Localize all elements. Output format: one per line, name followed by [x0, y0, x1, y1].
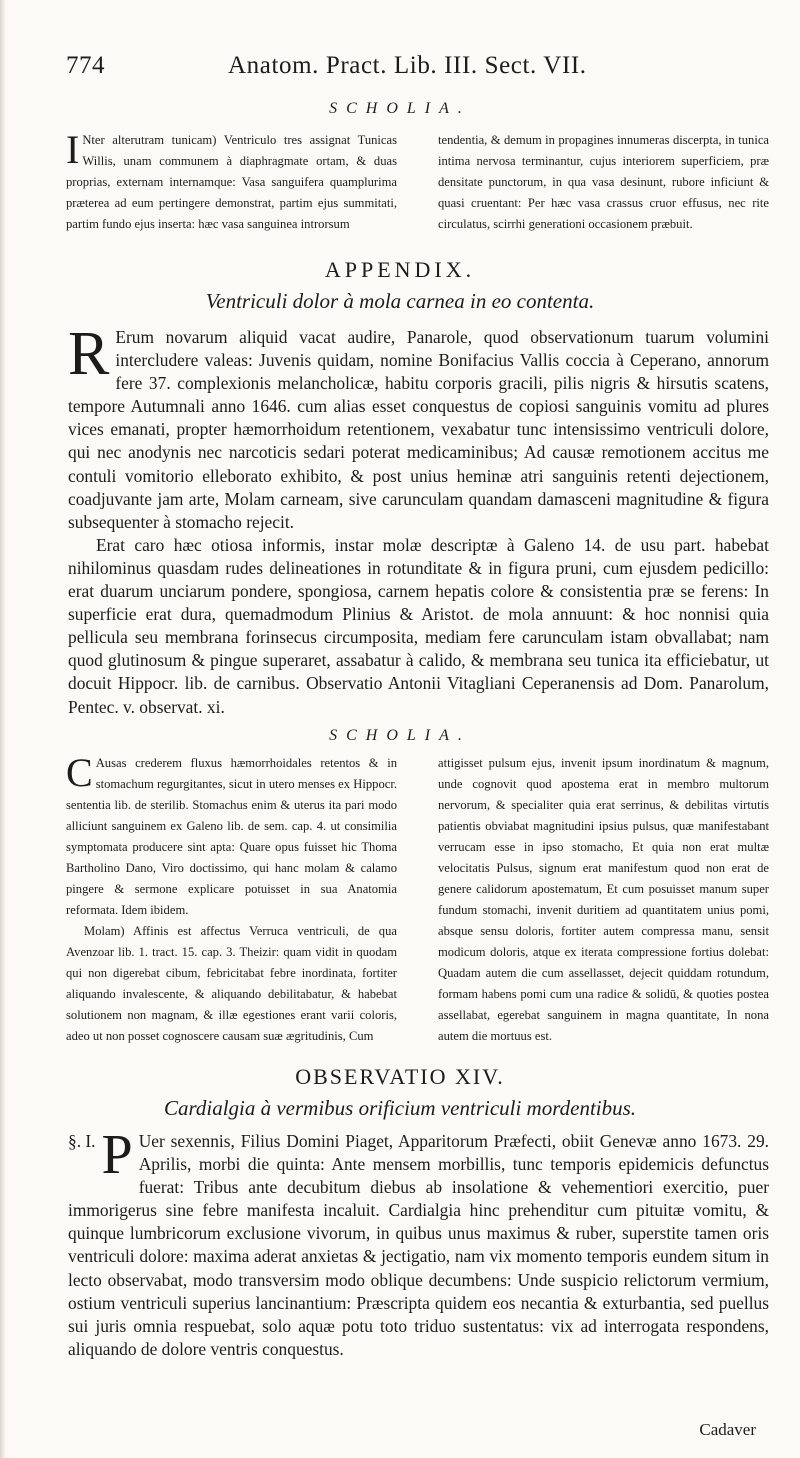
- running-head: Anatom. Pract. Lib. III. Sect. VII.: [228, 52, 587, 79]
- scholia-2-left-column: [66, 750, 397, 1047]
- scholia-heading-1: SCHOLIA.: [329, 100, 471, 117]
- catchword: Cadaver: [699, 1420, 756, 1439]
- observatio-paragraph: Uer sexennis, Filius Domini Piaget, Apparitorum Præfecti, obiit Genevæ anno 1673. 29. Aprilis, morbi die quinta: Ante mensem morbillis, tunc temporis epidemicis defunctus fuerat: Tribus ante decubitum diebus ab insolatione & vehementiori exercitio, puer immorigerus sine febre manifesta incaluit. Cardialgia hinc prehenditur cum pituitæ vomitu, & quinque lumbricorum exclusione vivorum, in quibus unus maximus & ruber, superstite tamen oris ventriculi dolore: maxima aderat anxietas & jectigatio, nam vix momento temporis eundem situm in lecto observabat, modo transversim modo oblique decumbens: Unde suspicio relictorum vermium, ostium ventriculi superius lancinantium: Præscripta quidem eos necantia & exturbantia, sed puellus sui juris omnia respuebat, solo aquæ potu toto triduo sustentatus: vix ad interrogata respondens, aliquando de dolore ventris conquestus.: [68, 1131, 769, 1359]
- drop-initial: P: [101, 1124, 133, 1186]
- drop-initial: I: [66, 127, 80, 172]
- section-mark: §. I.: [68, 1131, 96, 1151]
- appendix-subtitle: Ventriculi dolor à mola carnea in eo contenta.: [205, 289, 595, 313]
- appendix-body: [68, 320, 769, 719]
- appendix-paragraph-2: Erat caro hæc otiosa informis, instar molæ descriptæ à Galeno 14. de usu part. habebat nihilominus quasdam rudes delineationes in rotunditate & in figura pruni, cum ejusdem pedicillo: erat duarum unciarum pondere, spongiosa, carnem hepatis colore & consistentia præ se ferens: In superficie erat dura, quemadmodum Plinius & Aristot. de mola annuunt: & hoc nonnisi quia pellicula seu membrana forinsecus circumposita, mediam fere carunculam istam obvallabat; nam quod glutinosum & pingue superaret, assabatur à calido, & membrana seu tunica ita efficiebatur, ut docuit Hippocr. lib. de carnibus. Observatio Antonii Vitagliani Ceperanensis ad Dom. Panarolum, Pentec. v. observat. xi.: [68, 534, 769, 717]
- scholia-2-right-text: attigisset pulsum ejus, invenit ipsum inordinatum & magnum, unde cognovit quod apostema erat in membro multorum nervorum, & specialiter quia erat serrinus, & debilitas virtutis patientis obviabat magnitudini ipsius pulsus, quæ manifestabant verrucam esse in ipso stomacho, Et quia non erat multæ velocitatis Pulsus, signum erat manifestum quod non erat de genere calidorum apostematum, Et cum posuisset manum super fundum stomachi, invenit duritiem ad quantitatem unius pomi, absque sensu doloris, fortiter autem compressa manu, sensit modicum doloris, atque ex iterata compressione fortius dolebat: Quadam autem die cum assellasset, dejecit quiddam rotundum, formam habens pomi cum una radice & solidū, & quoties postea assellabat, egerebat sanguinem in magna quantitate, In nona autem die mortuus est.: [438, 756, 769, 1043]
- scholia-2-right-column: [438, 753, 769, 1047]
- drop-initial: C: [66, 750, 93, 795]
- scholia-2-columns: [66, 750, 769, 1047]
- scholia-2-left-text-2: Molam) Affinis est affectus Verruca ventriculi, de qua Avenzoar lib. 1. tract. 15. cap. 3. Theizir: quam vidit in quodam qui non digerebat cibum, febricitabat febre inordinata, fortiter aliquando invalescente, & aliquando debilitabatur, & habebat solutionem non magnam, & illæ egestiones erant varii coloris, adeo ut non posset cognoscere causam suæ ægritudinis, Cum: [66, 924, 397, 1043]
- scholia-1-left-text: Nter alterutram tunicam) Ventriculo tres assignat Tunicas Willis, unam communem à diaphragmate ortam, & duas proprias, externam internamque: Vasa sanguifera quamplurima præterea ad eum pertingere demonstrat, partim ejus summitati, partim fundo ejus inserta: hæc vasa sanguinea introrsum: [66, 133, 397, 231]
- scholia-1-left-column: [66, 127, 397, 235]
- observatio-subtitle: Cardialgia à vermibus orificium ventriculi mordentibus.: [163, 1096, 637, 1120]
- appendix-title: APPENDIX.: [324, 257, 476, 282]
- scholia-1-columns: [66, 127, 769, 235]
- scholia-heading-2: SCHOLIA.: [329, 727, 471, 744]
- observatio-title: OBSERVATIO XIV.: [295, 1064, 505, 1089]
- drop-initial: R: [68, 320, 110, 388]
- page-number: 774: [66, 52, 105, 79]
- scholia-1-right-text: tendentia, & demum in propagines innumeras discerpta, in tunica intima nervosa terminantur, cujus interiorem superficiem, præ densitate punctorum, in qua vasa desinunt, rubore inficiunt & quasi cruentant: Per hæc vasa crassus cruor effusus, nec rite circulatus, scirrhi generationi occasionem præbuit.: [438, 133, 769, 231]
- scholia-2-left-text: Ausas crederem fluxus hæmorrhoidales retentos & in stomachum regurgitantes, sicut in utero menses ex Hippocr. sententia lib. de sterilib. Stomachus enim & uterus ita pari modo alliciunt sanguinem ex Galeno lib. de sem. cap. 4. ut consimilia symptomata producere sint apta: Quare opus fuisset hic Thoma Bartholino Dano, Viro doctissimo, qui hanc molam & calamo pingere & sermone explicare potuisset in sua Anatomia reformata. Idem ibidem.: [66, 756, 397, 917]
- observatio-body: [68, 1124, 769, 1361]
- appendix-paragraph-1: Erum novarum aliquid vacat audire, Panarole, quod observationum tuarum volumini intercludere valeas: Juvenis quidam, nomine Bonifacius Vallis coccia à Ceperano, annorum fere 37. complexionis melancholicæ, habitu corporis gracili, pilis nigris & hirsutis scatens, tempore Autumnali anno 1646. cum alias esset conquestus de copiosi sanguinis vomitu ad plures vices emanati, propter hæmorrhoidum retentionem, vexabatur tunc intensissimo ventriculi dolore, qui nec anodynis nec narcoticis sedari poterat medicaminibus; Ad causæ remotionem accitus me contuli vomitorio elleborato exhibito, & post unius heminæ atri sanguinis retenti dejectionem, coadjuvante jam arte, Molam carneam, sive carunculam quandam damasceni magnitudine & figura subsequenter à stomacho rejecit.: [68, 327, 769, 532]
- scholia-1-right-column: [438, 130, 769, 235]
